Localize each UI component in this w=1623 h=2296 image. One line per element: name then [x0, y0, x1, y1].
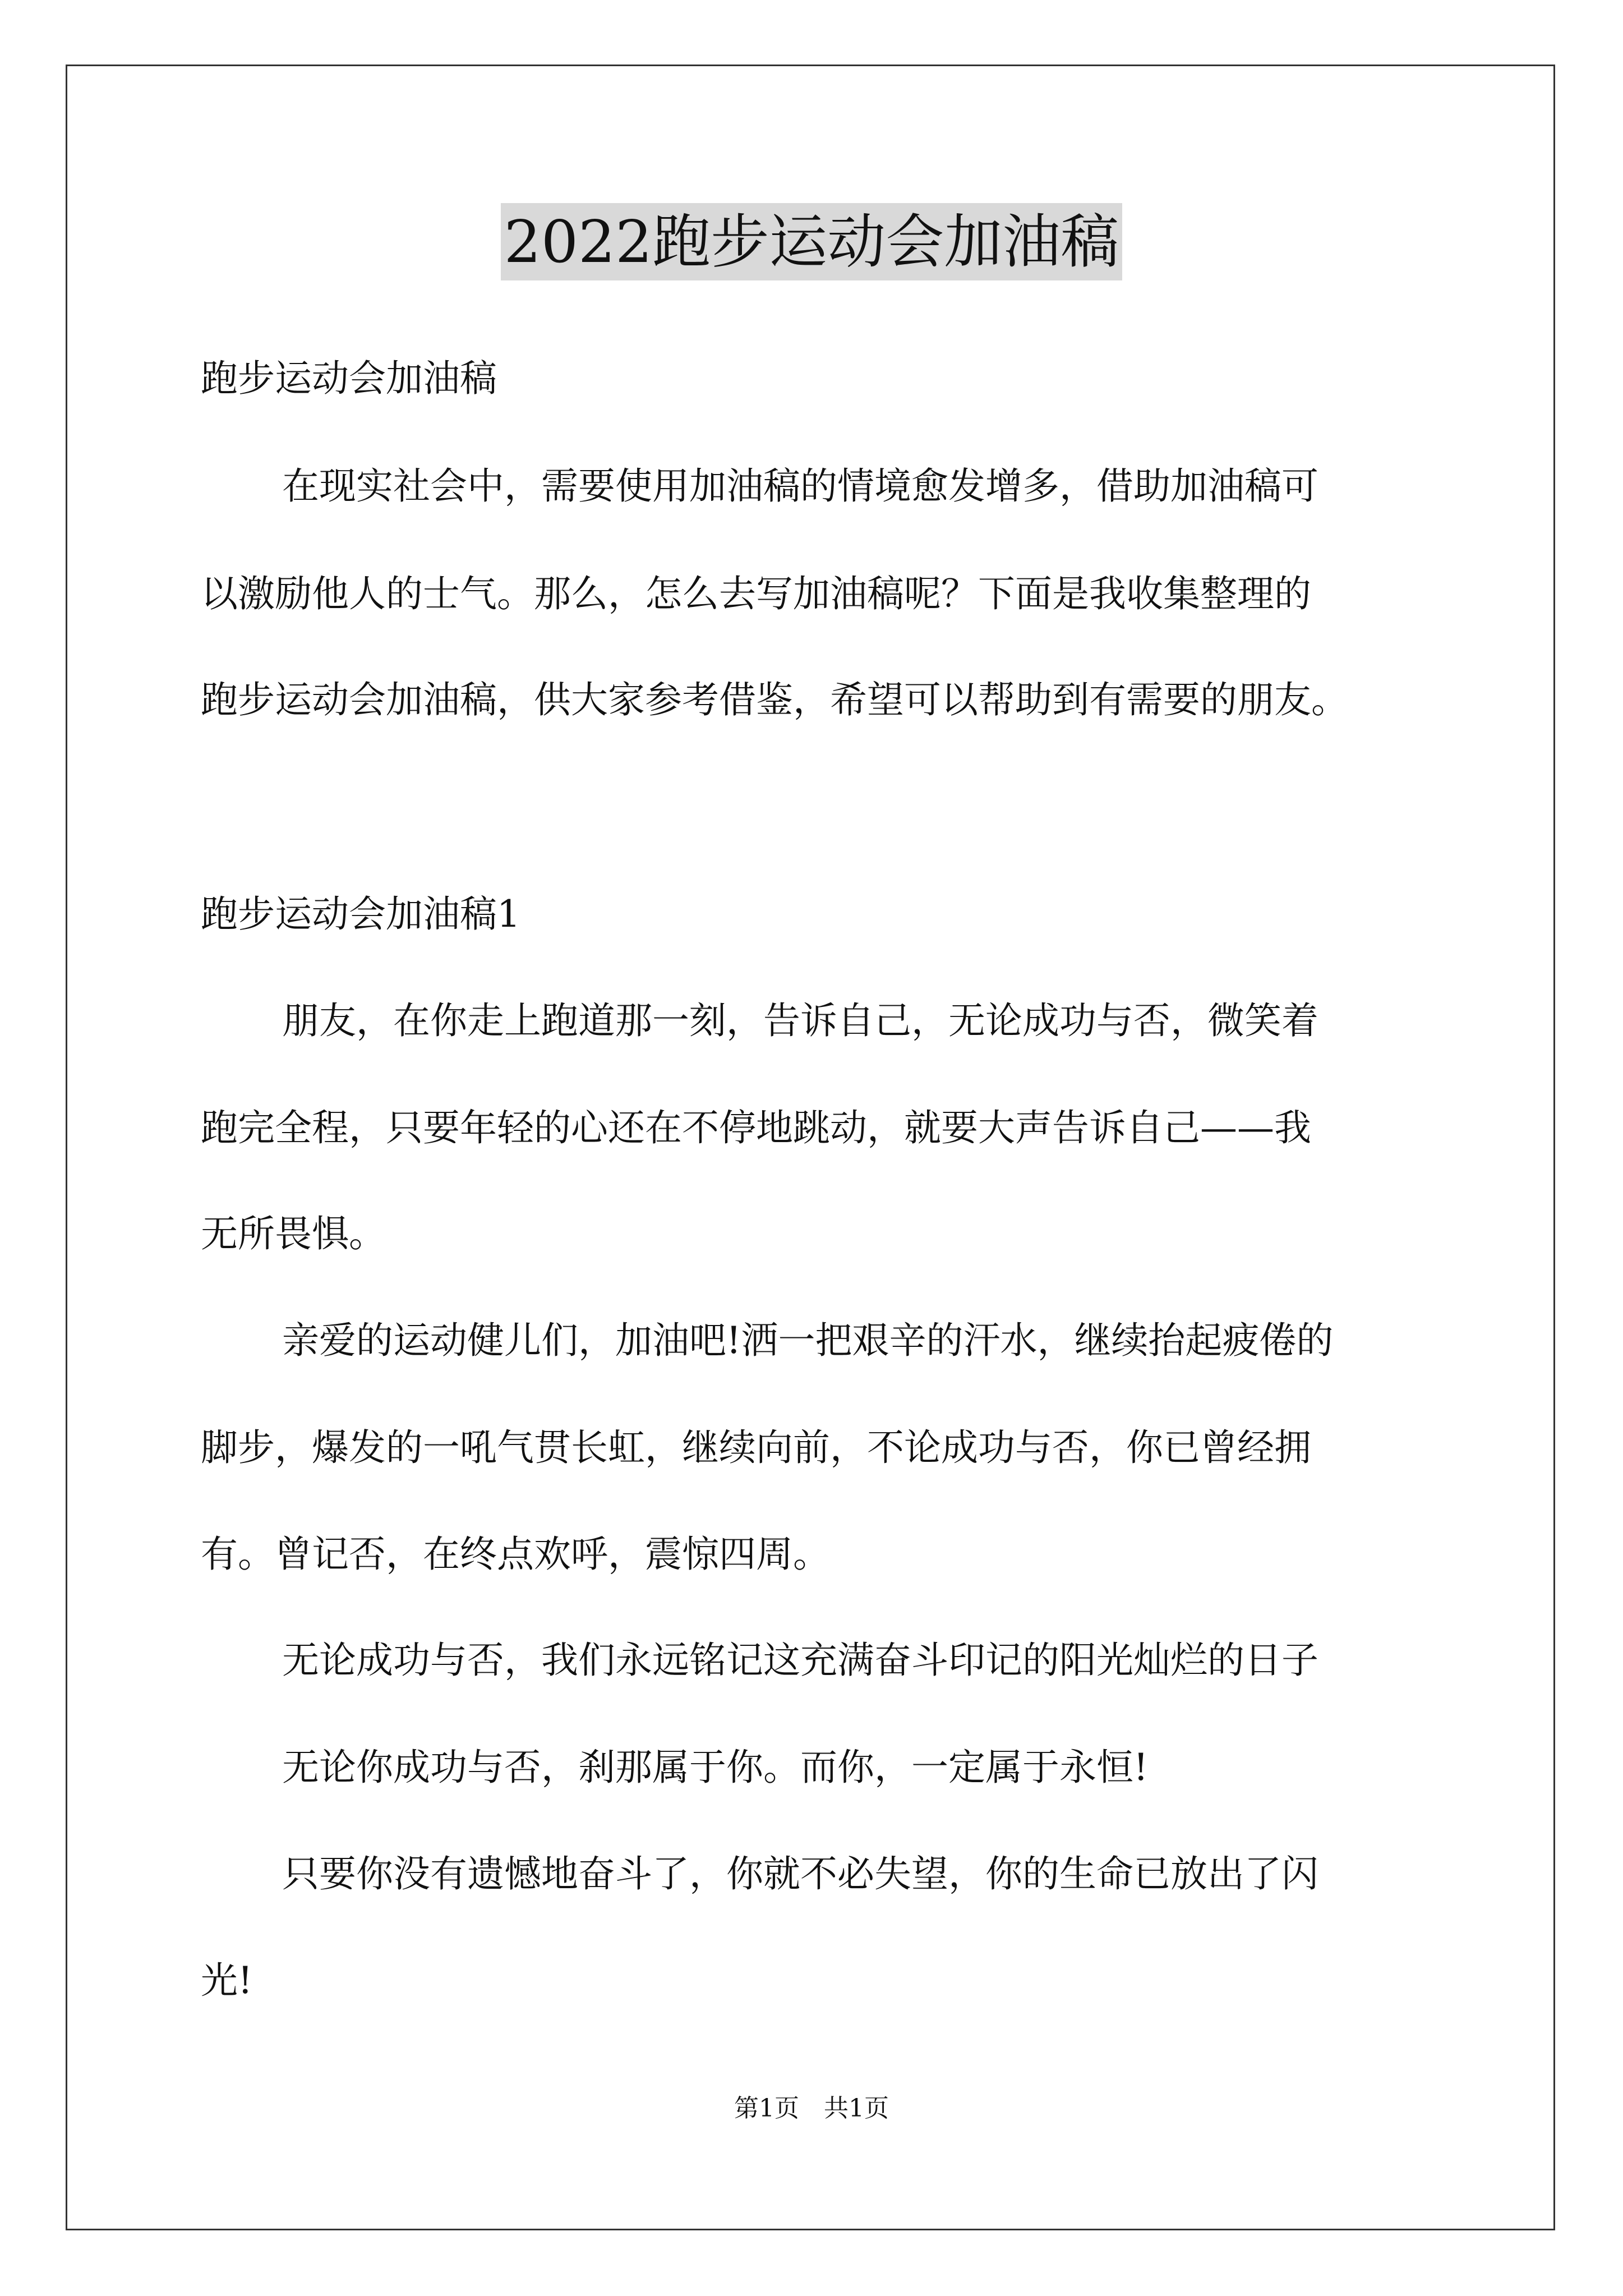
text-line-para2-3: 有。曾记否，在终点欢呼，震惊四周。	[201, 1533, 830, 1576]
text-line-section-heading: 跑步运动会加油稿1	[201, 892, 520, 936]
text-line-intro-2: 以激励他人的士气。那么，怎么去写加油稿呢？下面是我收集整理的	[201, 572, 1311, 615]
text-line-para1-2: 跑完全程，只要年轻的心还在不停地跳动，就要大声告诉自己——我	[201, 1106, 1311, 1149]
text-line-intro-3: 跑步运动会加油稿，供大家参考借鉴，希望可以帮助到有需要的朋友。	[201, 678, 1348, 721]
title-container	[0, 203, 1623, 280]
text-line-para5-1: 只要你没有遗憾地奋斗了，你就不必失望，你的生命已放出了闪	[282, 1852, 1318, 1895]
document-title: 2022跑步运动会加油稿	[501, 203, 1123, 280]
text-line-para1-1: 朋友，在你走上跑道那一刻，告诉自己，无论成功与否，微笑着	[282, 999, 1318, 1042]
text-line-subtitle: 跑步运动会加油稿	[201, 357, 497, 400]
text-line-para3: 无论成功与否，我们永远铭记这充满奋斗印记的阳光灿烂的日子	[282, 1639, 1318, 1682]
text-line-para2-2: 脚步，爆发的一吼气贯长虹，继续向前，不论成功与否，你已曾经拥	[201, 1426, 1311, 1469]
text-line-para4: 无论你成功与否，刹那属于你。而你，一定属于永恒!	[282, 1746, 1149, 1789]
text-line-intro-1: 在现实社会中，需要使用加油稿的情境愈发增多，借助加油稿可	[282, 464, 1318, 508]
page-footer: 第1页 共1页	[734, 2094, 889, 2123]
text-line-para1-3: 无所畏惧。	[201, 1212, 386, 1255]
text-line-para5-2: 光!	[201, 1959, 253, 2002]
text-line-para2-1: 亲爱的运动健儿们，加油吧!洒一把艰辛的汗水，继续抬起疲倦的	[282, 1319, 1334, 1362]
